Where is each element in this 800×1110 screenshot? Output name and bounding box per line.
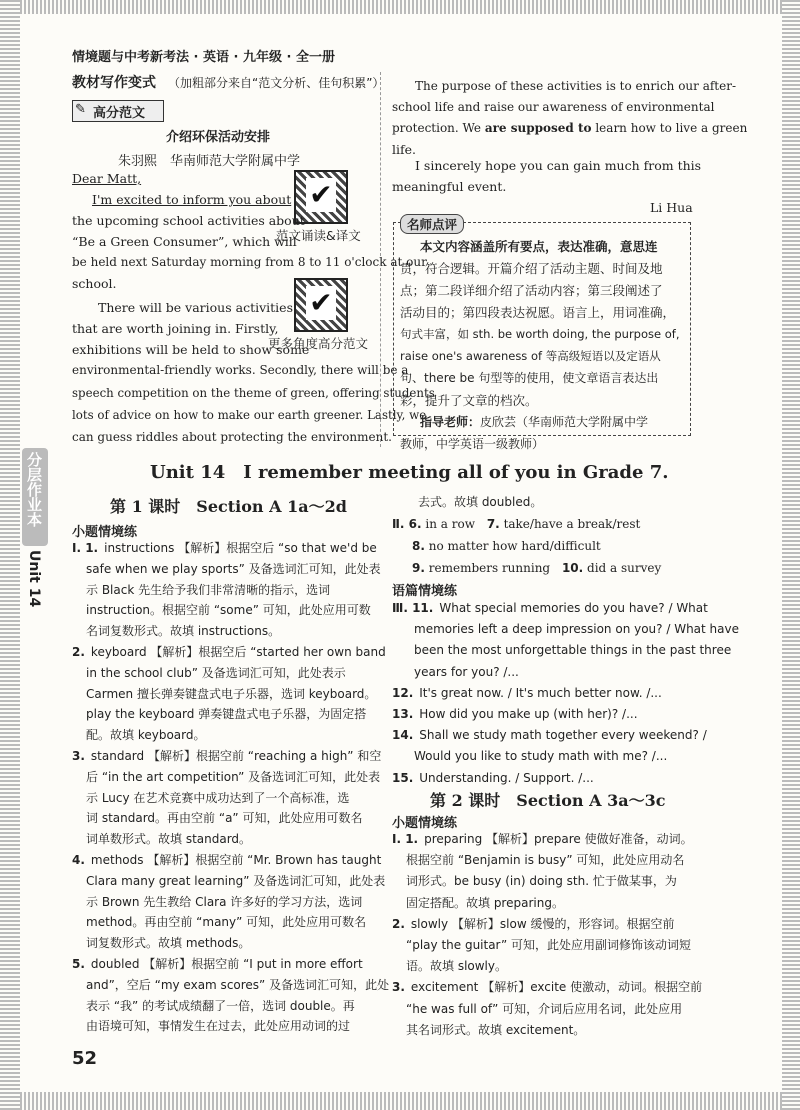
page-number: 52 (72, 1048, 98, 1069)
essay-line: the upcoming school activities about (72, 213, 305, 228)
side-tab-unit: Unit 14 (26, 550, 42, 608)
left-border (0, 0, 20, 1110)
answer-num: Ⅰ. 1. (72, 541, 99, 555)
answer-line (72, 767, 381, 788)
answer-line (392, 725, 707, 746)
essay-line: school. (72, 276, 117, 291)
comment-line: 句、there be 句型等的使用，使文章语言表达出 (400, 371, 659, 385)
answer-line (392, 598, 708, 619)
qr-code-more-essays[interactable] (294, 278, 348, 332)
essay-line: life. (392, 142, 416, 157)
answer-item (72, 850, 386, 954)
answer-item (72, 954, 390, 1037)
answer-text: It's great now. / It's much better now. /... (419, 685, 662, 700)
answer-item (72, 642, 386, 746)
answer-text: no matter how hard/difficult (428, 539, 601, 553)
answer-text: How did you make up (with her)? /... (419, 707, 638, 722)
answer-text: keyboard 【解析】根据空后 “started her own band (90, 644, 386, 659)
answer-text: 由语境可知，事情发生在过去，此处应用动词的过 (86, 1019, 351, 1034)
comment-line: 点；第二段详细介绍了活动内容；第三段阐述了 (400, 283, 663, 298)
answer-num: 3. (392, 980, 405, 995)
comment-line: 贯，符合逻辑。开篇介绍了活动主题、时间及地 (400, 261, 663, 276)
answer-line (72, 600, 377, 621)
teacher-line: 教师，中学英语一级教师） (400, 437, 545, 451)
answer-line (72, 975, 390, 996)
answer-text: safe when we play sports” 及备选词汇可知，此处表 (86, 561, 381, 576)
answer-line (72, 663, 377, 684)
signature: Li Hua (650, 200, 693, 215)
answer-item (72, 538, 381, 642)
answer-text: 配。故填 keyboard。 (86, 728, 206, 743)
answer-item (392, 977, 703, 1041)
answer-line (72, 996, 377, 1017)
answer-text: been the most unforgettable things in the past three (414, 643, 732, 658)
answer-line (72, 829, 377, 850)
answer-text: 语。故填 slowly。 (406, 959, 507, 974)
comment-line: 彩，提升了文章的档次。 (400, 393, 538, 408)
essay-line: school life and raise our awareness of environmental (392, 100, 715, 114)
answer-text: in a row (425, 517, 475, 531)
lesson1-sub1: 小题情境练 (72, 525, 138, 540)
top-border (0, 0, 800, 14)
essay-author: 朱羽熙 华南师范大学附属中学 (118, 154, 301, 169)
answer-item (392, 725, 707, 767)
answer-text: 词单数形式。故填 standard。 (86, 832, 252, 847)
answer-text: excitement 【解析】excite 使激动，动词。根据空前 (410, 980, 703, 995)
answer-line (392, 871, 697, 892)
answer-text: 示 Black 先生给予我们非常清晰的指示，选词 (86, 582, 331, 597)
answer-text: “he was full of” 可知，介词后应用名词，此处应用 (406, 1001, 683, 1016)
answer-num: 9. (412, 561, 425, 575)
answer-line (72, 684, 377, 705)
answer-line (392, 768, 692, 789)
essay-line: The purpose of these activities is to enrich our after- (415, 79, 737, 93)
answer-item (392, 914, 697, 978)
answer-text: Shall we study math together every weekend? / (419, 728, 707, 743)
answer-num: 7. (486, 517, 500, 531)
answer-text: 词复数形式。故填 methods。 (86, 936, 251, 951)
answer-num: Ⅲ. 11. (392, 601, 434, 615)
teacher-label: 指导老师： (420, 415, 481, 429)
answer-line (72, 538, 377, 559)
answer-text: Would you like to study math with me? /... (414, 749, 668, 764)
answer-item (392, 704, 692, 725)
check-icon: ✔ (306, 286, 336, 320)
answer-text: instructions 【解析】根据空后 “so that we'd be (104, 541, 377, 555)
column-divider (380, 72, 381, 447)
answer-item (392, 768, 692, 789)
answer-item (392, 683, 692, 704)
answer-text: slowly 【解析】slow 缓慢的，形容词。根据空前 (410, 916, 675, 931)
answer-item (392, 829, 697, 914)
answer-text: doubled 【解析】根据空前 “I put in more effort (90, 956, 363, 971)
answer-row (412, 536, 601, 557)
answer-text: 示 Lucy 在艺术竞赛中成功达到了一个高标准，选 (86, 790, 350, 805)
answer-num: Ⅰ. 1. (392, 832, 419, 846)
answer-line (72, 933, 377, 954)
answer-text: Clara many great learning” 及备选词汇可知，此处表 (86, 873, 386, 888)
essay-badge (72, 100, 164, 122)
comment-line: 句式丰富，如 sth. be worth doing, the purpose of, (400, 327, 680, 341)
answer-text: method。再由空前 “many” 可知，此处应用可数名 (86, 915, 367, 930)
answer-line (392, 914, 697, 935)
lesson2-sub1: 小题情境练 (392, 816, 458, 831)
essay-line: lots of advice on how to make our earth greener. Lastly, we (72, 408, 427, 422)
check-icon: ✔ (306, 178, 336, 212)
answer-num: 15. (392, 770, 414, 785)
essay-title: 介绍环保活动安排 (166, 130, 271, 145)
answer-line (72, 704, 377, 725)
answer-line (392, 999, 697, 1020)
essay-line: be held next Saturday morning from 8 to 11 o'clock at our (72, 255, 427, 269)
answer-item (72, 746, 382, 850)
sec3-items (392, 598, 739, 789)
answer-text: What special memories do you have? / What (439, 601, 708, 615)
answer-text: in the school club” 及备选词汇可知，此处表示 (86, 665, 346, 680)
answer-text: 后 “in the art competition” 及备选词汇可知，此处表 (86, 769, 381, 784)
lesson2-items (392, 829, 703, 1041)
answer-cont: 去式。故填 doubled。 (418, 495, 543, 509)
side-tab-label: 分层作业本 (25, 452, 43, 527)
answer-line (72, 1016, 377, 1037)
teacher-name: 皮欣芸（华南师范大学附属中学 (480, 415, 649, 429)
pencil-icon: ✎ (75, 102, 86, 117)
answer-text: 词 standard。再由空前 “a” 可知，此处应用可数名 (86, 811, 363, 826)
answer-num: 13. (392, 707, 414, 722)
qr-label-reading: 范文诵读&译文 (276, 228, 361, 243)
answer-line (392, 829, 697, 850)
answer-text: play the keyboard 弹奏键盘式电子乐器，为固定搭 (86, 707, 367, 722)
answer-text: 固定搭配。故填 preparing。 (406, 895, 564, 910)
answer-text: memories left a deep impression on you? / What have (414, 622, 739, 637)
answer-line (392, 704, 692, 725)
right-border (782, 0, 800, 1110)
answer-text: 名词复数形式。故填 instructions。 (86, 624, 281, 639)
essay-text: protection. We (392, 121, 481, 135)
answer-line (72, 621, 377, 642)
essay-bold-phrase: are supposed to (484, 121, 592, 135)
essay-line: environmental-friendly works. Secondly, there will be a (72, 363, 409, 377)
lesson1-title: 第 1 课时 Section A 1a～2d (110, 497, 347, 516)
answer-num: Ⅱ. 6. (392, 517, 422, 531)
writing-section-title: 教材写作变式 (72, 75, 156, 91)
answer-row (412, 558, 661, 579)
answer-item (392, 598, 739, 683)
side-tab (22, 448, 48, 546)
answer-text: remembers running (428, 561, 551, 575)
answer-text: did a survey (587, 561, 662, 575)
answer-text: 根据空前 “Benjamin is busy” 可知，此处应用动名 (406, 853, 685, 868)
essay-line: speech competition on the theme of green, offering students (72, 386, 435, 400)
answer-num: 2. (392, 916, 405, 931)
essay-line: exhibitions will be held to show some (72, 342, 310, 357)
answer-num: 10. (561, 561, 584, 575)
answer-line (392, 746, 692, 767)
answer-text: “play the guitar” 可知，此处应用副词修饰该动词短 (406, 938, 692, 953)
answer-text: 示 Brown 先生教给 Clara 许多好的学习方法，选词 (86, 894, 363, 909)
answer-num: 5. (72, 956, 85, 971)
answer-text: preparing 【解析】prepare 使做好准备，动词。 (424, 832, 693, 846)
answer-line (392, 893, 697, 914)
answer-num: 3. (72, 748, 85, 763)
answer-line (72, 912, 377, 933)
answer-line (72, 559, 381, 580)
answer-line (72, 746, 382, 767)
bottom-border (0, 1092, 800, 1110)
answer-text: 其名词形式。故填 excitement。 (406, 1022, 586, 1037)
book-title: 情境题与中考新考法 · 英语 · 九年级 · 全一册 (72, 50, 335, 65)
answer-line (392, 662, 692, 683)
essay-line: I'm excited to inform you about (92, 192, 292, 207)
unit-title: Unit 14 I remember meeting all of you in Grade 7. (150, 462, 669, 483)
answer-line (72, 871, 386, 892)
answer-line (392, 683, 692, 704)
answer-line (392, 640, 732, 661)
answer-num: 8. (412, 539, 425, 553)
comment-line: 活动目的；第四段表达祝愿。语言上，用词准确， (400, 305, 676, 320)
writing-section-note: （加粗部分来自“范文分析、佳句积累”） (168, 76, 385, 90)
answer-line (72, 725, 377, 746)
essay-line: There will be various activities (98, 300, 293, 315)
answer-text: Understanding. / Support. /... (419, 770, 594, 785)
comment-line: raise one's awareness of 等高级短语以及定语从 (400, 349, 661, 363)
answer-num: 4. (72, 852, 85, 867)
answer-line (72, 892, 377, 913)
essay-line: I sincerely hope you can gain much from this (415, 158, 702, 173)
lesson1-sub2: 语篇情境练 (392, 584, 458, 599)
answer-line (72, 850, 382, 871)
lesson2-title: 第 2 课时 Section A 3a～3c (430, 791, 666, 810)
answer-line (392, 619, 739, 640)
essay-line (392, 118, 747, 139)
answer-text: Carmen 擅长弹奏键盘式电子乐器，选词 keyboard。 (86, 686, 377, 701)
essay-badge-label: 高分范文 (93, 106, 146, 121)
essay-line: can guess riddles about protecting the environment. (72, 430, 392, 444)
answer-text: 词形式。be busy (in) doing sth. 忙于做某事，为 (406, 874, 677, 889)
answer-line (392, 850, 697, 871)
answer-num: 12. (392, 685, 414, 700)
teacher-line (420, 412, 648, 433)
answer-line (72, 642, 386, 663)
answer-line (72, 788, 377, 809)
answer-text: instruction。根据空前 “some” 可知，此处应用可数 (86, 603, 371, 618)
essay-line: meaningful event. (392, 179, 507, 194)
essay-line: “Be a Green Consumer”, which will (72, 234, 297, 249)
answer-text: standard 【解析】根据空前 “reaching a high” 和空 (90, 748, 382, 763)
answer-num: 2. (72, 644, 85, 659)
answer-text: and”，空后 “my exam scores” 及备选词汇可知，此处 (86, 977, 390, 992)
answer-num: 14. (392, 728, 414, 743)
answer-line (392, 935, 697, 956)
answer-text: years for you? /... (414, 664, 519, 679)
answer-text: take/have a break/rest (503, 517, 641, 531)
essay-line: that are worth joining in. Firstly, (72, 321, 279, 336)
comment-line: 本文内容涵盖所有要点，表达准确，意思连 (420, 239, 658, 254)
comment-badge: 名师点评 (400, 214, 464, 234)
answer-text: methods 【解析】根据空前 “Mr. Brown has taught (90, 852, 382, 867)
lesson1-items (72, 538, 390, 1037)
answer-text: 表示 “我” 的考试成绩翻了一倍，选词 double。再 (86, 998, 355, 1013)
essay-text: learn how to live a green (595, 121, 748, 135)
answer-line (72, 954, 377, 975)
answer-row (392, 514, 640, 535)
answer-line (392, 977, 703, 998)
answer-line (392, 956, 697, 977)
salutation: Dear Matt, (72, 171, 142, 186)
answer-line (72, 580, 377, 601)
qr-label-more-essays: 更多角度高分范文 (268, 336, 369, 351)
answer-line (392, 1020, 697, 1041)
answer-line (72, 808, 377, 829)
